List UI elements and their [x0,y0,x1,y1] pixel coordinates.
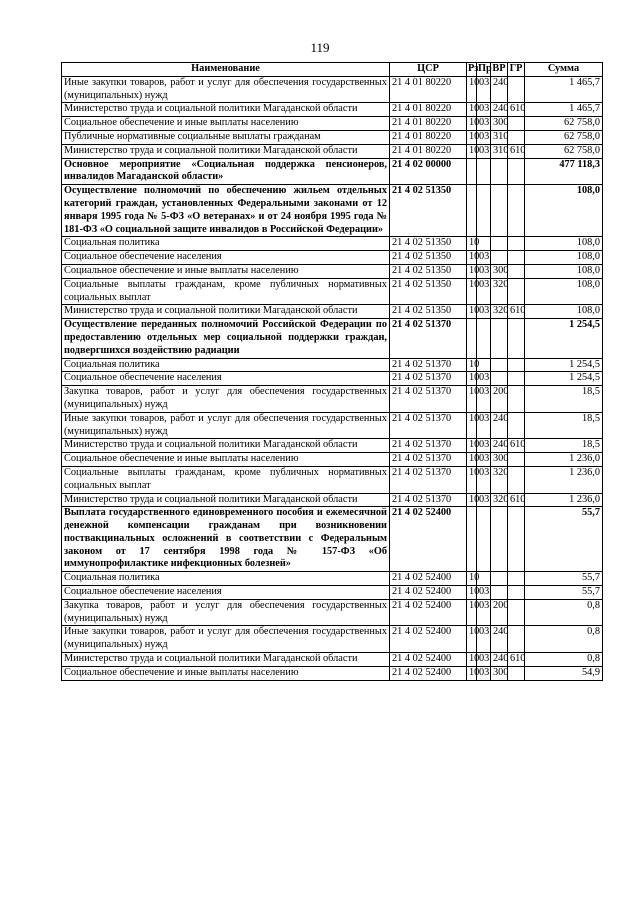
cell-rz: 10 [467,626,477,653]
cell-csr: 21 4 01 80220 [390,103,467,117]
cell-rz: 10 [467,264,477,278]
cell-sum: 1 236,0 [525,493,603,507]
cell-gr [508,466,525,493]
cell-pr: 03 [477,586,491,600]
table-row [62,158,603,185]
cell-name: Социальное обеспечение населения [62,586,390,600]
cell-sum: 62 758,0 [525,130,603,144]
cell-name: Осуществление полномочий по обеспечению жильем отдельных категорий граждан, установленных Федеральными законами от 12 января 1995 года № 5-ФЗ «О ветеранах» и от 24 ноября 1995 года № 181-ФЗ «О социальной защите инвалидов в Российской Федерации» [62,185,390,237]
cell-rz: 10 [467,386,477,413]
cell-csr: 21 4 02 51370 [390,412,467,439]
cell-pr: 03 [477,251,491,265]
cell-rz: 10 [467,466,477,493]
cell-vr [491,507,508,572]
cell-sum: 1 254,5 [525,319,603,358]
cell-rz: 10 [467,412,477,439]
table-row [62,439,603,453]
cell-vr [491,158,508,185]
cell-csr: 21 4 02 52400 [390,626,467,653]
cell-vr [491,319,508,358]
cell-csr: 21 4 02 51350 [390,305,467,319]
cell-name: Социальная политика [62,572,390,586]
cell-rz: 10 [467,144,477,158]
cell-vr [491,358,508,372]
table-row [62,466,603,493]
cell-rz: 10 [467,439,477,453]
cell-pr: 03 [477,412,491,439]
cell-gr [508,572,525,586]
cell-vr [491,572,508,586]
cell-name: Социальное обеспечение и иные выплаты населению [62,264,390,278]
cell-rz: 10 [467,76,477,103]
cell-pr: 03 [477,305,491,319]
cell-vr [491,372,508,386]
cell-vr [491,251,508,265]
table-row [62,117,603,131]
table-row [62,572,603,586]
cell-csr: 21 4 02 52400 [390,572,467,586]
cell-csr: 21 4 02 52400 [390,653,467,667]
cell-sum: 0,8 [525,653,603,667]
header-sum: Сумма [525,63,603,77]
table-row [62,653,603,667]
cell-pr [477,158,491,185]
cell-sum: 55,7 [525,572,603,586]
cell-csr: 21 4 02 51370 [390,319,467,358]
cell-name: Социальное обеспечение населения [62,251,390,265]
cell-gr [508,386,525,413]
cell-name: Иные закупки товаров, работ и услуг для обеспечения государственных (муниципальных) нужд [62,412,390,439]
cell-sum: 477 118,3 [525,158,603,185]
table-row [62,251,603,265]
cell-name: Иные закупки товаров, работ и услуг для обеспечения государственных (муниципальных) нужд [62,76,390,103]
cell-csr: 21 4 02 51350 [390,251,467,265]
cell-gr [508,586,525,600]
cell-gr [508,76,525,103]
cell-gr [508,185,525,237]
cell-rz: 10 [467,372,477,386]
cell-gr [508,626,525,653]
cell-rz: 10 [467,130,477,144]
cell-rz: 10 [467,653,477,667]
cell-name: Социальная политика [62,358,390,372]
table-header-row [62,63,603,77]
cell-vr: 240 [491,626,508,653]
cell-pr: 03 [477,76,491,103]
cell-gr [508,319,525,358]
cell-name: Министерство труда и социальной политики Магаданской области [62,103,390,117]
cell-pr: 03 [477,666,491,680]
cell-csr: 21 4 02 51370 [390,466,467,493]
page-number: 119 [310,40,330,55]
header-pr: Пр [477,63,491,77]
cell-pr [477,185,491,237]
cell-sum: 1 254,5 [525,372,603,386]
cell-pr: 03 [477,117,491,131]
cell-name: Социальные выплаты гражданам, кроме публичных нормативных социальных выплат [62,278,390,305]
cell-csr: 21 4 02 52400 [390,507,467,572]
cell-pr: 03 [477,278,491,305]
cell-gr [508,507,525,572]
cell-rz: 10 [467,117,477,131]
cell-pr [477,319,491,358]
cell-pr: 03 [477,372,491,386]
table-row [62,493,603,507]
cell-sum: 62 758,0 [525,144,603,158]
budget-table [61,62,603,681]
cell-gr [508,158,525,185]
cell-rz: 10 [467,358,477,372]
cell-gr [508,412,525,439]
cell-sum: 1 465,7 [525,76,603,103]
cell-pr: 03 [477,493,491,507]
table-row [62,237,603,251]
cell-vr [491,586,508,600]
table-row [62,412,603,439]
cell-sum: 1 254,5 [525,358,603,372]
cell-name: Осуществление переданных полномочий Российской Федерации по предоставлению отдельных мер социальной поддержки граждан, подвергшихся воздействию радиации [62,319,390,358]
cell-gr: 610 [508,144,525,158]
cell-name: Закупка товаров, работ и услуг для обеспечения государственных (муниципальных) нужд [62,386,390,413]
cell-csr: 21 4 02 52400 [390,666,467,680]
cell-rz: 10 [467,103,477,117]
cell-rz: 10 [467,237,477,251]
table-row [62,76,603,103]
cell-pr: 03 [477,626,491,653]
cell-pr [477,507,491,572]
cell-sum: 108,0 [525,278,603,305]
cell-sum: 55,7 [525,507,603,572]
table-row [62,386,603,413]
cell-csr: 21 4 02 52400 [390,586,467,600]
cell-sum: 108,0 [525,251,603,265]
cell-rz: 10 [467,251,477,265]
cell-name: Социальные выплаты гражданам, кроме публичных нормативных социальных выплат [62,466,390,493]
table-row [62,626,603,653]
cell-sum: 108,0 [525,237,603,251]
cell-pr: 03 [477,264,491,278]
cell-gr [508,237,525,251]
cell-gr [508,453,525,467]
table-row [62,372,603,386]
cell-rz [467,507,477,572]
table-row [62,264,603,278]
header-rz: Рз [467,63,477,77]
cell-name: Социальное обеспечение и иные выплаты населению [62,453,390,467]
cell-pr: 03 [477,439,491,453]
cell-gr: 610 [508,439,525,453]
table-row [62,305,603,319]
cell-csr: 21 4 02 51370 [390,386,467,413]
cell-name: Социальное обеспечение и иные выплаты населению [62,666,390,680]
cell-csr: 21 4 02 51370 [390,358,467,372]
cell-gr: 610 [508,103,525,117]
cell-vr: 200 [491,599,508,626]
cell-vr: 310 [491,144,508,158]
cell-sum: 55,7 [525,586,603,600]
cell-gr: 610 [508,305,525,319]
cell-rz [467,319,477,358]
cell-name: Министерство труда и социальной политики Магаданской области [62,439,390,453]
cell-sum: 1 236,0 [525,466,603,493]
cell-name: Иные закупки товаров, работ и услуг для обеспечения государственных (муниципальных) нужд [62,626,390,653]
cell-vr: 300 [491,264,508,278]
cell-rz: 10 [467,586,477,600]
cell-pr: 03 [477,466,491,493]
cell-vr: 310 [491,130,508,144]
cell-name: Социальная политика [62,237,390,251]
cell-csr: 21 4 02 52400 [390,599,467,626]
cell-sum: 18,5 [525,386,603,413]
table-row [62,130,603,144]
table-row [62,599,603,626]
cell-vr: 320 [491,466,508,493]
cell-vr: 240 [491,439,508,453]
cell-gr [508,278,525,305]
cell-name: Публичные нормативные социальные выплаты гражданам [62,130,390,144]
cell-name: Основное мероприятие «Социальная поддержка пенсионеров, инвалидов Магаданской области» [62,158,390,185]
cell-name: Закупка товаров, работ и услуг для обеспечения государственных (муниципальных) нужд [62,599,390,626]
cell-vr [491,237,508,251]
cell-name: Министерство труда и социальной политики Магаданской области [62,493,390,507]
table-row [62,103,603,117]
cell-name: Выплата государственного единовременного пособия и ежемесячной денежной компенсации гражданам при возникновении поствакцинальных осложнений в соответствии с Федеральным законом от 17 сентября 1998 года № 157-ФЗ «Об иммунопрофилактике инфекционных болезней» [62,507,390,572]
cell-sum: 108,0 [525,305,603,319]
header-gr: ГР [508,63,525,77]
cell-gr [508,599,525,626]
cell-csr: 21 4 02 51350 [390,237,467,251]
cell-sum: 108,0 [525,185,603,237]
cell-vr: 240 [491,103,508,117]
cell-csr: 21 4 02 51370 [390,372,467,386]
cell-name: Министерство труда и социальной политики Магаданской области [62,144,390,158]
cell-vr: 240 [491,653,508,667]
cell-csr: 21 4 01 80220 [390,117,467,131]
table-row [62,319,603,358]
table-row [62,185,603,237]
cell-vr: 200 [491,386,508,413]
cell-gr: 610 [508,493,525,507]
table-row [62,358,603,372]
cell-vr: 320 [491,305,508,319]
cell-name: Социальное обеспечение и иные выплаты населению [62,117,390,131]
cell-vr: 300 [491,453,508,467]
cell-rz [467,158,477,185]
cell-csr: 21 4 01 80220 [390,76,467,103]
table-row [62,144,603,158]
cell-pr: 03 [477,103,491,117]
cell-pr: 03 [477,144,491,158]
cell-gr [508,251,525,265]
cell-vr [491,185,508,237]
cell-sum: 1 465,7 [525,103,603,117]
cell-gr [508,666,525,680]
cell-sum: 1 236,0 [525,453,603,467]
cell-sum: 18,5 [525,439,603,453]
cell-csr: 21 4 02 51350 [390,278,467,305]
cell-rz: 10 [467,599,477,626]
cell-name: Министерство труда и социальной политики Магаданской области [62,653,390,667]
cell-name: Социальное обеспечение населения [62,372,390,386]
cell-sum: 18,5 [525,412,603,439]
table-row [62,666,603,680]
cell-vr: 300 [491,117,508,131]
cell-csr: 21 4 02 51370 [390,453,467,467]
cell-csr: 21 4 02 51370 [390,493,467,507]
cell-csr: 21 4 01 80220 [390,130,467,144]
header-vr: ВР [491,63,508,77]
header-name: Наименование [62,63,390,77]
table-row [62,507,603,572]
cell-gr [508,130,525,144]
cell-sum: 62 758,0 [525,117,603,131]
cell-vr: 240 [491,76,508,103]
cell-rz [467,185,477,237]
cell-rz: 10 [467,666,477,680]
cell-sum: 0,8 [525,599,603,626]
cell-pr: 03 [477,653,491,667]
cell-rz: 10 [467,453,477,467]
cell-sum: 108,0 [525,264,603,278]
cell-rz: 10 [467,572,477,586]
table-row [62,586,603,600]
cell-pr: 03 [477,453,491,467]
cell-gr: 610 [508,653,525,667]
cell-rz: 10 [467,278,477,305]
cell-csr: 21 4 01 80220 [390,144,467,158]
cell-rz: 10 [467,305,477,319]
cell-csr: 21 4 02 51350 [390,185,467,237]
cell-vr: 300 [491,666,508,680]
cell-sum: 54,9 [525,666,603,680]
cell-vr: 240 [491,412,508,439]
table-row [62,453,603,467]
cell-pr: 03 [477,130,491,144]
header-csr: ЦСР [390,63,467,77]
cell-rz: 10 [467,493,477,507]
cell-gr [508,117,525,131]
cell-csr: 21 4 02 00000 [390,158,467,185]
cell-name: Министерство труда и социальной политики Магаданской области [62,305,390,319]
cell-gr [508,372,525,386]
cell-vr: 320 [491,493,508,507]
cell-gr [508,358,525,372]
cell-gr [508,264,525,278]
cell-sum: 0,8 [525,626,603,653]
table-row [62,278,603,305]
cell-csr: 21 4 02 51350 [390,264,467,278]
cell-pr: 03 [477,599,491,626]
cell-pr: 03 [477,386,491,413]
cell-vr: 320 [491,278,508,305]
cell-csr: 21 4 02 51370 [390,439,467,453]
